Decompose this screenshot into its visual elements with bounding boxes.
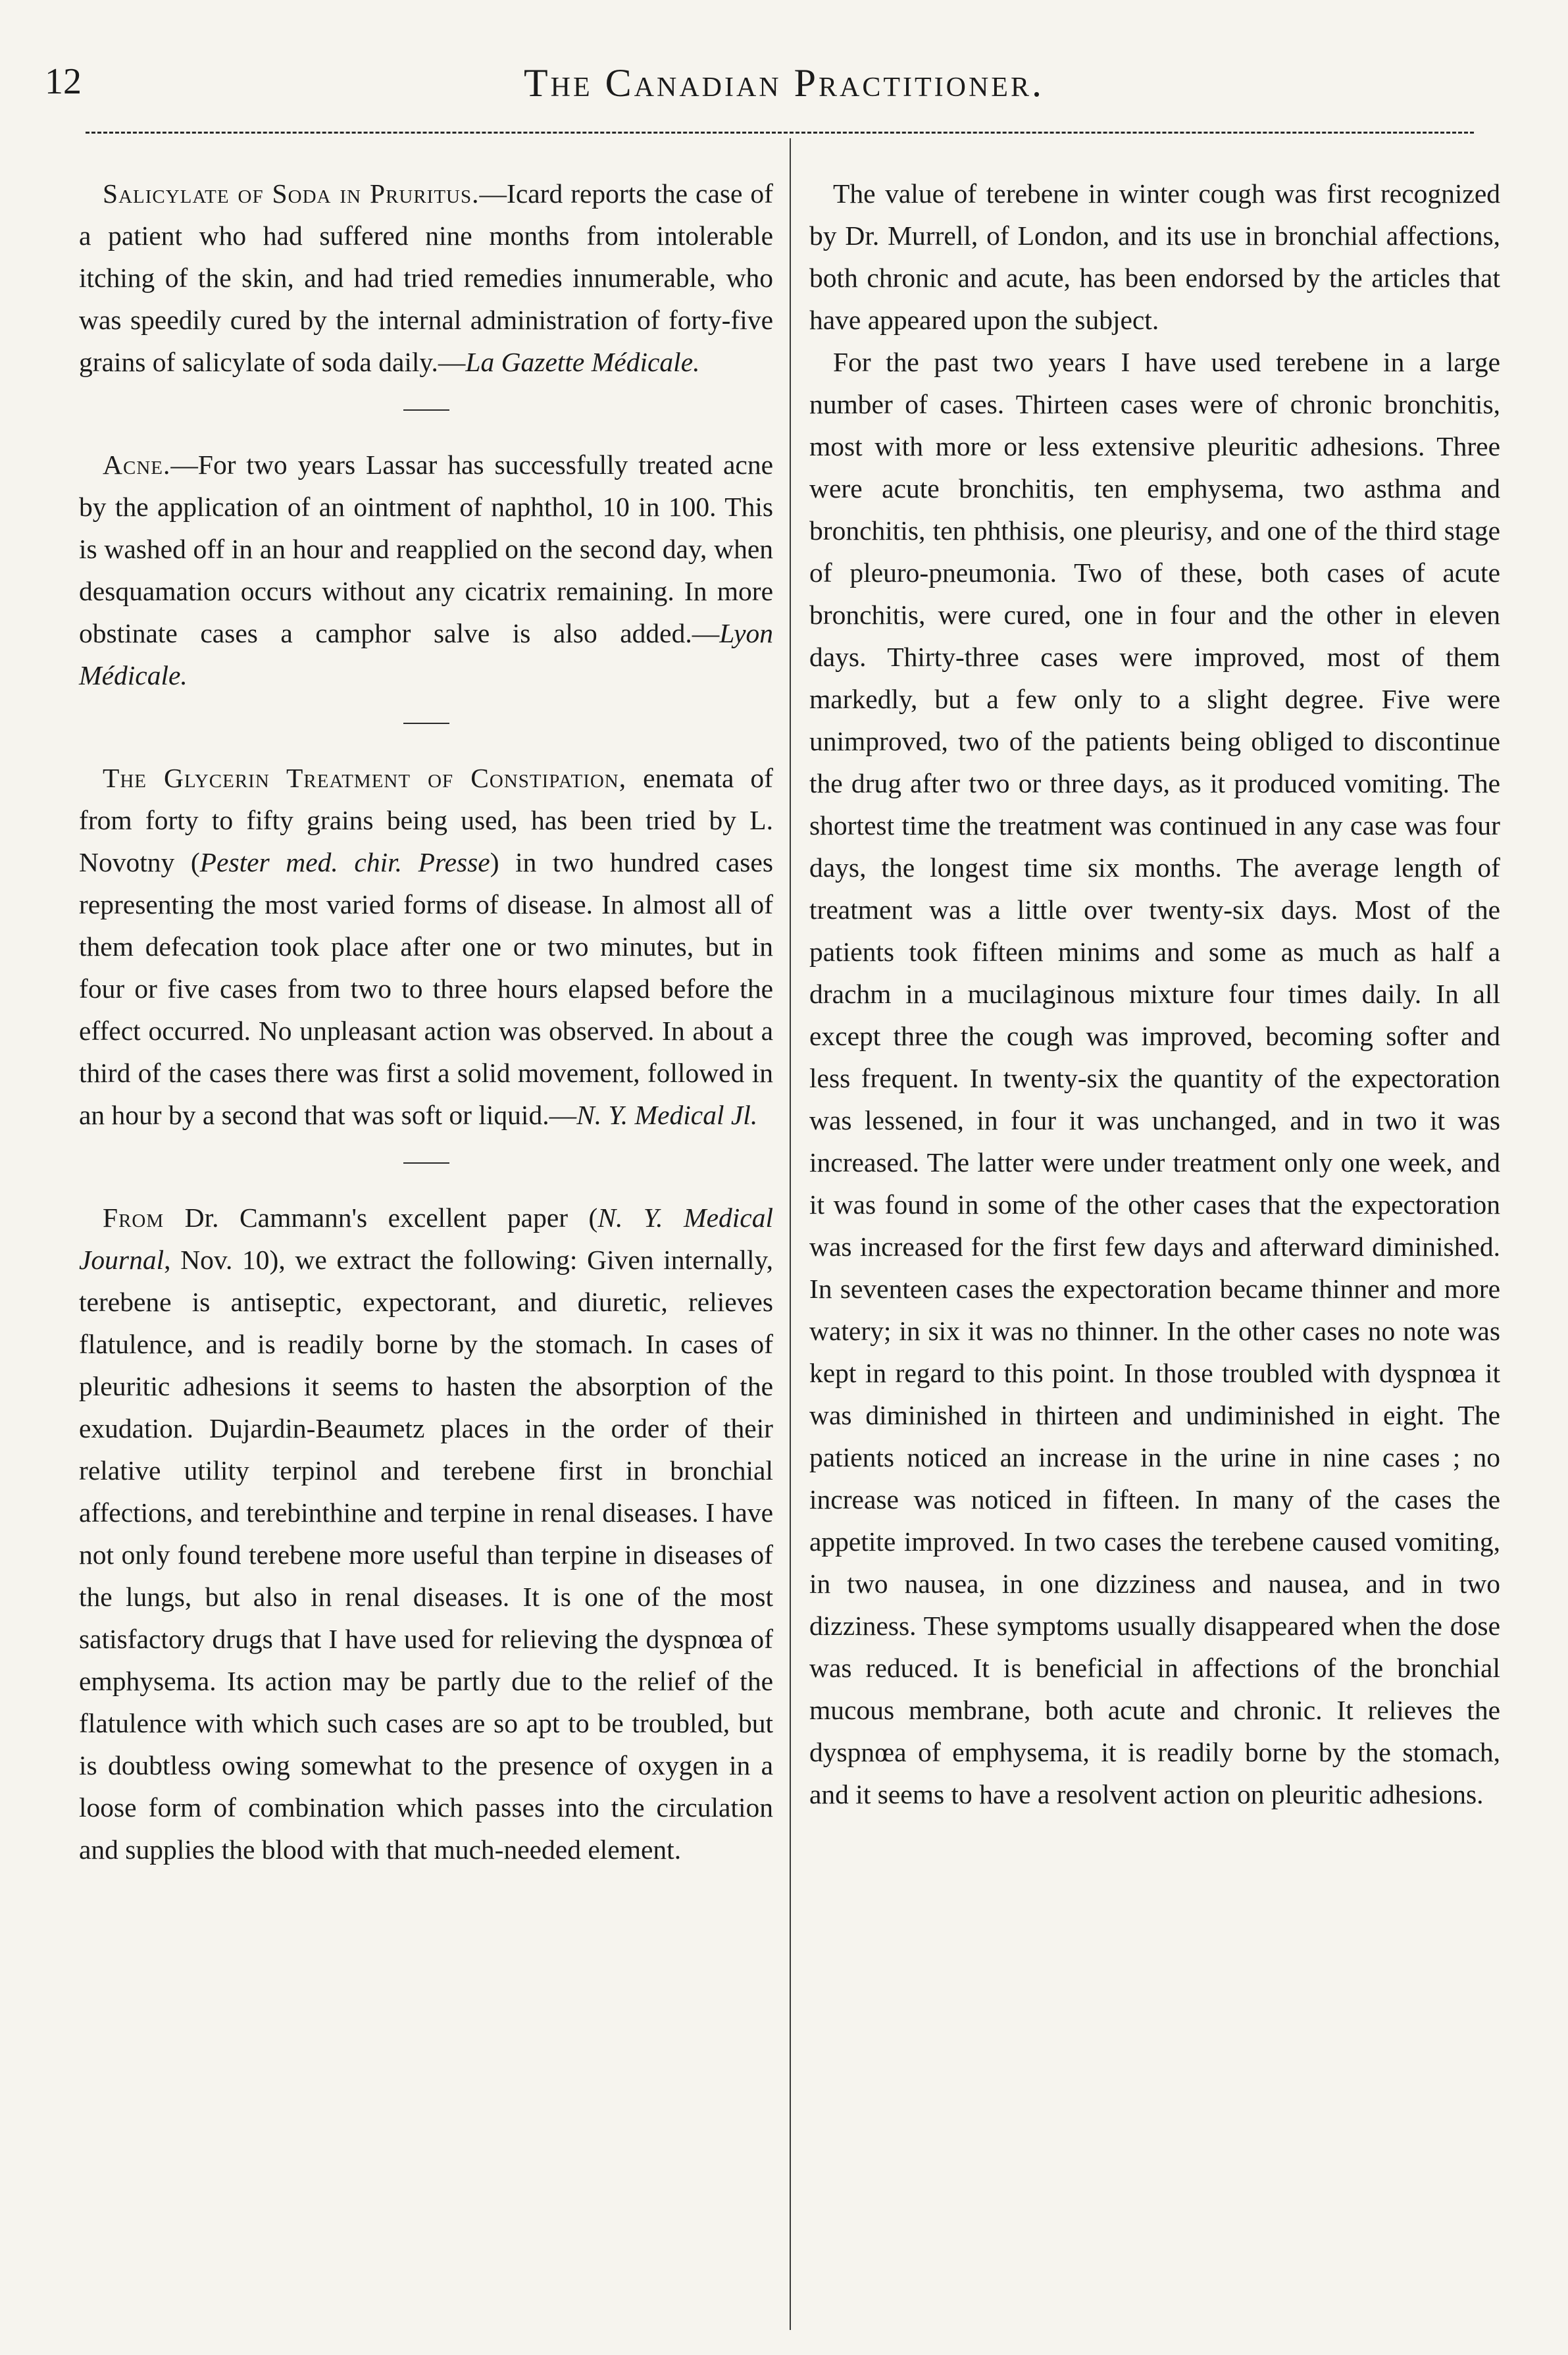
article-acne — [79, 444, 773, 696]
article-source: La Gazette Médicale. — [465, 347, 700, 377]
journal-citation: Pester med. chir. Presse — [199, 847, 490, 877]
right-column — [809, 172, 1500, 1815]
column-divider — [790, 138, 791, 2330]
journal-citation: N. Y. Medical Journal — [79, 1203, 773, 1275]
article-source: N. Y. Medical Jl. — [576, 1100, 758, 1130]
article-body: , Nov. 10), we extract the following: Given internally, terebene is antiseptic, expectorant, and diuretic, relieves flatulence, and is readily borne by the stomach. In cases of pleuritic adhesions it seems to hasten the absorption of the exudation. Dujardin-Beaumetz places in the order of their relative utility terpinol and terebene first in bronchial affections, and terebinthine and terpine in renal diseases. I have not only found terebene more useful than terpine in diseases of the lungs, but also in renal diseases. It is one of the most satisfactory drugs that I have used for relieving the dyspnœa of emphysema. Its action may be partly due to the relief of the flatulence with which such cases are so apt to be troubled, but is doubtless owing somewhat to the presence of oxygen in a loose form of combination which passes into the circulation and supplies the blood with that much-needed element. — [79, 1245, 773, 1865]
article-body: —For two years Lassar has successfully treated acne by the application of an ointment of naphthol, 10 in 100. This is washed off in an hour and reapplied on the second day, when desquamation occurs without any cicatrix remaining. In more obstinate cases a camphor salve is also added.— — [79, 450, 773, 648]
article-cammann — [79, 1197, 773, 1871]
paragraph: The value of terebene in winter cough was first recognized by Dr. Murrell, of London, and its use in bronchial affections, both chronic and acute, has been endorsed by the articles that have appeared upon the subject. — [809, 178, 1500, 335]
paragraph: For the past two years I have used terebene in a large number of cases. Thirteen cases were of chronic bronchitis, most with more or less extensive pleuritic adhesions. Three were acute bronchitis, ten emphysema, two asthma and bronchitis, ten phthisis, one pleurisy, and one of the third stage of pleuro-pneumonia. Two of these, both cases of acute bronchitis, were cured, one in four and the other in eleven days. Thirty-three cases were improved, most of them markedly, but a few only to a slight degree. Five were unimproved, two of the patients being obliged to discontinue the drug after two or three days, as it produced vomiting. The shortest time the treatment was continued in any case was four days, the longest time six months. The average length of treatment was a little over twenty-six days. Most of the patients took fifteen minims and some as much as half a drachm in a mucilaginous mixture four times daily. In all except three the cough was improved, becoming softer and less frequent. In twenty-six the quantity of the expectoration was lessened, in four it was unchanged, and in two it was increased. The latter were under treatment only one week, and it was found in some of the other cases that the expectoration was increased for the first few days and afterward diminished. In seventeen cases the expectoration became thinner and more watery; in six it was no thinner. In the other cases no note was kept in regard to this point. In those troubled with dyspnœa it was diminished in thirteen and undiminished in eight. The patients noticed an increase in the urine in nine cases ; no increase was noticed in fifteen. In many of the cases the appetite improved. In two cases the terebene caused vomiting, in two nausea, in one dizziness and nausea, and in two dizziness. These symptoms usually disappeared when the dose was reduced. It is beneficial in affections of the bronchial mucous membrane, both acute and chronic. It relieves the dyspnœa of emphysema, it is readily borne by the stomach, and it seems to have a resolvent action on pleuritic adhesions. — [809, 347, 1500, 1809]
header-rule — [86, 132, 1474, 134]
journal-title: The Canadian Practitioner. — [524, 61, 1044, 105]
page-header — [0, 46, 1568, 118]
section-separator — [403, 1162, 449, 1164]
article-title: Salicylate of Soda in Pruritus. — [103, 178, 480, 209]
article-body: —Icard reports the case of a patient who had suffered nine months from intolerable itching of the skin, and had tried remedies innumerable, who was speedily cured by the internal administration of forty-five grains of salicylate of soda daily.— — [79, 178, 773, 377]
article-salicylate — [79, 172, 773, 383]
article-title: The Glycerin Treatment of Constipation, — [103, 763, 627, 793]
left-column — [79, 172, 773, 1871]
page-number: 12 — [45, 61, 82, 102]
article-lead: From — [103, 1203, 164, 1233]
article-body: enemata of from forty to fifty grains being used, has been tried by L. Novotny ( — [79, 763, 773, 877]
section-separator — [403, 409, 449, 411]
article-source: Lyon Médicale. — [79, 618, 773, 690]
article-body: ) in two hundred cases representing the most varied forms of disease. In almost all of them defecation took place after one or two minutes, but in four or five cases from two to three hours elapsed before the effect occurred. No unpleasant action was observed. In about a third of the cases there was first a solid movement, followed in an hour by a second that was soft or liquid.— — [79, 847, 773, 1130]
section-separator — [403, 723, 449, 724]
article-glycerin — [79, 757, 773, 1136]
article-title: Acne. — [103, 450, 171, 480]
article-body: Dr. Cammann's excellent paper ( — [164, 1203, 598, 1233]
